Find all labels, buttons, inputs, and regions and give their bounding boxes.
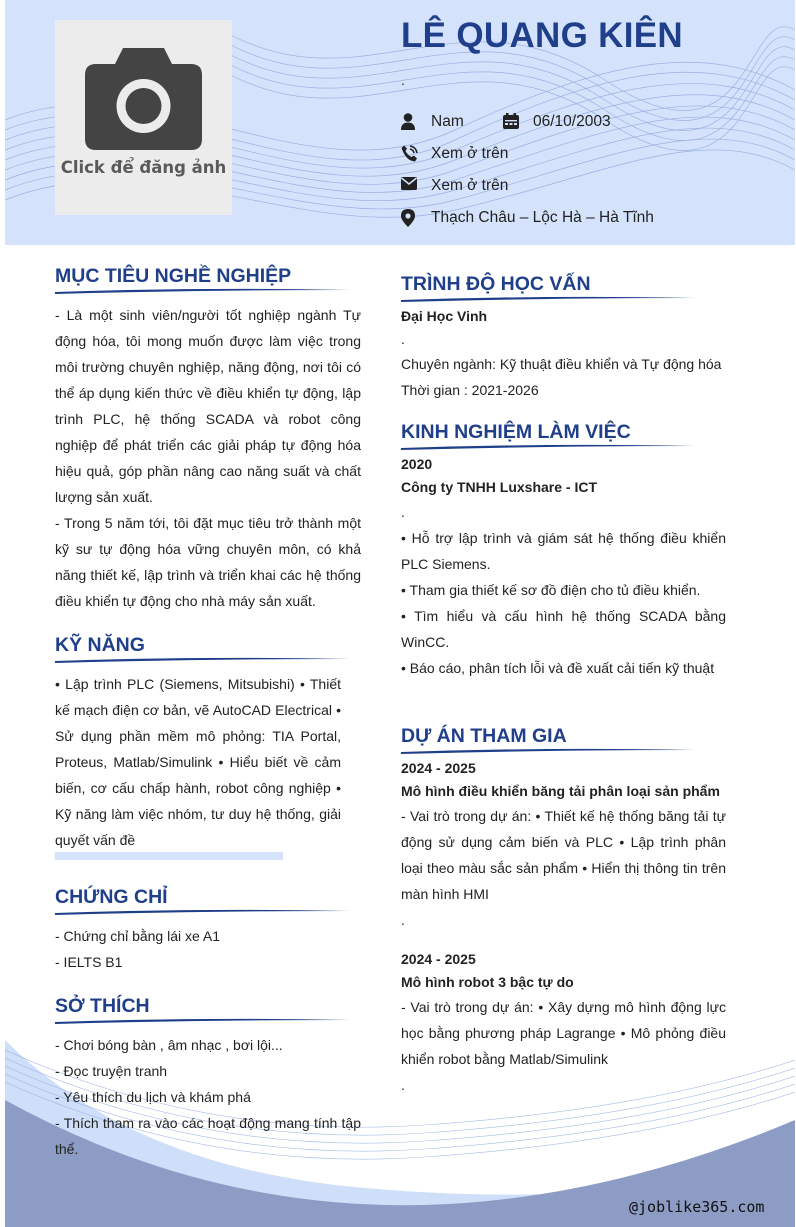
education-dot: .	[401, 331, 405, 347]
certificates-title: CHỨNG CHỈ	[55, 886, 168, 908]
birthdate-row	[503, 113, 611, 131]
calendar-icon	[503, 113, 519, 131]
project-period: 2024 - 2025	[401, 951, 476, 967]
objective-paragraph-2: - Trong 5 năm tới, tôi đặt mục tiêu trở thành một kỹ sư tự động hóa vững chuyên môn, có khả năng thiết kế, lập trình và triển khai các hệ thống điều khiển tự động cho nhà máy sản xuất.	[55, 515, 361, 609]
objective-title: MỤC TIÊU NGHỀ NGHIỆP	[55, 265, 292, 287]
title-underline-decoration	[55, 655, 350, 665]
camera-icon	[85, 48, 202, 150]
skill-level-bar	[55, 852, 283, 860]
gender-value: Nam	[431, 113, 464, 130]
project-description: - Vai trò trong dự án: • Xây dựng mô hình động lực học bằng phương pháp Lagrange • Mô phỏng điều khiển robot bằng Matlab/Simulink	[401, 999, 726, 1067]
skills-text: • Lập trình PLC (Siemens, Mitsubishi) • Thiết kế mạch điện cơ bản, vẽ AutoCAD Electrical • Sử dụng phần mềm mô phỏng: TIA Portal, Proteus, Matlab/Simulink • Hiểu biết về cảm biến, cơ cấu chấp hành, robot công nghiệp • Kỹ năng làm việc nhóm, tư duy hệ thống, giải quyết vấn đề	[55, 676, 341, 848]
school-name: Đại Học Vinh	[401, 308, 488, 324]
profile-photo-placeholder[interactable]	[55, 20, 232, 215]
user-icon	[401, 113, 417, 131]
address-value: Thạch Châu – Lộc Hà – Hà Tĩnh	[431, 209, 654, 226]
experience-dot: .	[401, 504, 405, 520]
education-period: Thời gian : 2021-2026	[401, 382, 539, 398]
phone-row	[401, 145, 508, 163]
objective-paragraph-1: - Là một sinh viên/người tốt nghiệp ngành Tự động hóa, tôi mong muốn được làm việc trong môi trường chuyên nghiệp, năng động, nơi tôi có thể áp dụng kiến thức về điều khiển tự động, lập trình PLC, hệ thống SCADA và robot công nghiệp để phát triển các giải pháp tự động hóa hiệu quả, góp phần nâng cao năng suất và chất lượng sản xuất.	[55, 307, 361, 505]
website-watermark[interactable]: @joblike365.com	[629, 1198, 765, 1216]
hobby-item: - Thích tham ra vào các hoạt động mang tính tập thể.	[55, 1115, 361, 1157]
experience-year: 2020	[401, 456, 433, 472]
certificate-item: - Chứng chỉ bằng lái xe A1	[55, 928, 221, 944]
education-major: Chuyên ngành: Kỹ thuật điều khiển và Tự động hóa	[401, 356, 722, 372]
address-row	[401, 209, 654, 227]
cv-page	[5, 0, 795, 1227]
project-name: Mô hình điều khiển băng tải phân loại sản phẩm	[401, 783, 720, 799]
project-name: Mô hình robot 3 bậc tự do	[401, 974, 574, 990]
title-underline-decoration	[55, 907, 350, 917]
project-description: - Vai trò trong dự án: • Thiết kế hệ thống băng tải tự động sử dụng cảm biến và PLC • Lập trình phân loại theo màu sắc sản phẩm • Hiển thị thông tin trên màn hình HMI	[401, 808, 726, 902]
project-dot: .	[401, 912, 405, 928]
experience-item: • Hỗ trợ lập trình và giám sát hệ thống điều khiển PLC Siemens.	[401, 530, 726, 572]
experience-company: Công ty TNHH Luxshare - ICT	[401, 479, 598, 495]
email-row	[401, 177, 508, 195]
experience-title: KINH NGHIỆM LÀM VIỆC	[401, 421, 631, 443]
location-pin-icon	[401, 209, 417, 227]
project-period: 2024 - 2025	[401, 760, 476, 776]
hobbies-title: SỞ THÍCH	[55, 995, 150, 1017]
hobby-item: - Chơi bóng bàn , âm nhạc , bơi lội...	[55, 1037, 283, 1053]
project-dot: .	[401, 1077, 405, 1093]
projects-title: DỰ ÁN THAM GIA	[401, 725, 567, 747]
skills-title: KỸ NĂNG	[55, 634, 145, 656]
phone-value: Xem ở trên	[431, 145, 509, 162]
title-underline-decoration	[55, 1016, 350, 1026]
hobby-item: - Đọc truyện tranh	[55, 1063, 168, 1079]
birthdate-value: 06/10/2003	[533, 113, 611, 130]
candidate-name: LÊ QUANG KIÊN	[401, 16, 683, 55]
phone-icon	[401, 145, 417, 163]
experience-item: • Tìm hiểu và cấu hình hệ thống SCADA bằng WinCC.	[401, 608, 726, 650]
hobby-item: - Yêu thích du lịch và khám phá	[55, 1089, 251, 1105]
candidate-subtitle: .	[401, 72, 405, 88]
envelope-icon	[401, 177, 417, 195]
photo-upload-caption: Click để đăng ảnh	[60, 158, 227, 177]
gender-row	[401, 113, 464, 131]
experience-item: • Báo cáo, phân tích lỗi và đề xuất cải tiến kỹ thuật	[401, 660, 715, 676]
education-title: TRÌNH ĐỘ HỌC VẤN	[401, 273, 591, 295]
email-value: Xem ở trên	[431, 177, 509, 194]
title-underline-decoration	[55, 286, 350, 296]
certificate-item: - IELTS B1	[55, 954, 123, 970]
experience-item: • Tham gia thiết kế sơ đồ điện cho tủ điều khiển.	[401, 582, 701, 598]
